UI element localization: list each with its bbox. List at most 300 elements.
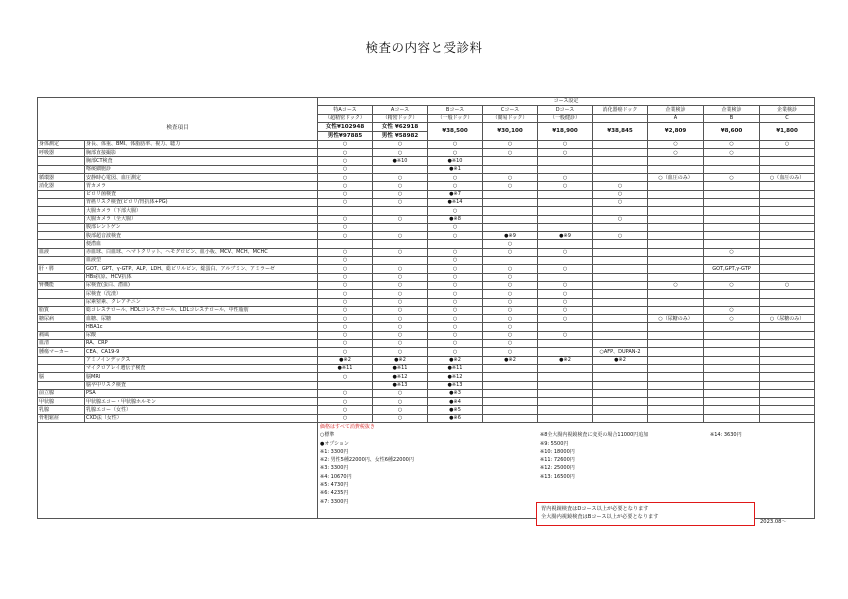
course-price-female: 女性¥102948 (318, 122, 373, 131)
row-item: 尿素窒素、クレアチニン (85, 298, 318, 306)
row-item: 赤血球、白血球、ヘマトクリット、ヘモグロビン、血小板、MCV、MCH、MCHC (85, 248, 318, 256)
row-value (704, 340, 760, 348)
row-value (648, 232, 704, 240)
row-value: ○ (318, 257, 373, 265)
row-value: ○ (373, 331, 428, 339)
row-item: 総コレステロール、HDLコレステロール、LDLコレステロール、中性脂肪 (85, 306, 318, 314)
row-value (483, 373, 538, 381)
table-row (38, 265, 815, 273)
row-value: ○ (483, 331, 538, 339)
row-value (760, 157, 815, 165)
row-value (704, 290, 760, 298)
row-value: ○ (428, 348, 483, 356)
row-value (704, 331, 760, 339)
course-price: ¥8,600 (704, 122, 760, 140)
row-value: ○ (373, 389, 428, 397)
row-value: ○ (318, 290, 373, 298)
row-value: GOT,GPT,γ-GTP (704, 265, 760, 273)
header-course-group: コース設定 (318, 98, 815, 106)
row-value (760, 223, 815, 231)
note-line: ※12: 25000円 (540, 465, 575, 472)
row-value (648, 389, 704, 397)
row-value (760, 348, 815, 356)
row-value (760, 364, 815, 372)
page-title: 検査の内容と受診料 (365, 40, 483, 55)
row-value: ○ (373, 273, 428, 281)
row-value (538, 257, 593, 265)
row-value (538, 157, 593, 165)
row-value: ○ (483, 149, 538, 157)
row-value (648, 381, 704, 389)
row-item: 乳腺エコー（女性） (85, 406, 318, 414)
row-value (648, 257, 704, 265)
row-value (760, 240, 815, 248)
row-value: ○ (373, 290, 428, 298)
row-item: 安静時心電図、血圧測定 (85, 174, 318, 182)
note-line: ※2: 男性5種22000円、女性6種22000円 (320, 457, 414, 464)
row-item: 脳卒中リスク検査 (85, 381, 318, 389)
note-line: ※4: 10670円 (320, 473, 352, 480)
row-value (373, 257, 428, 265)
table-row (38, 207, 815, 215)
notes-spacer (38, 422, 318, 518)
course-price-male: 男性¥97885 (318, 131, 373, 140)
notes-left-column (318, 423, 540, 506)
row-value: ○ (318, 157, 373, 165)
row-value: ●※3 (428, 389, 483, 397)
row-value: ○ (648, 281, 704, 289)
row-value: ○ (428, 232, 483, 240)
row-value: ●※11 (373, 364, 428, 372)
row-value: ○ (373, 414, 428, 422)
row-value (704, 323, 760, 331)
note-14: ※14: 3630円 (710, 432, 742, 439)
row-item: 大腸カメラ（下部大腸） (85, 207, 318, 215)
row-value: ○ (483, 315, 538, 323)
row-value: ○ (483, 323, 538, 331)
row-value: ●※10 (373, 157, 428, 165)
note-line: ※5: 4730円 (320, 482, 349, 489)
row-value (483, 157, 538, 165)
row-value: ○ (428, 273, 483, 281)
row-item: HBs抗原、HCV抗体 (85, 273, 318, 281)
revision-date: 2023.08〜 (760, 519, 787, 525)
row-value (648, 223, 704, 231)
row-value: ○ (593, 190, 648, 198)
course-price: ¥1,800 (760, 122, 815, 140)
row-category (38, 157, 85, 165)
row-value (760, 381, 815, 389)
row-value (593, 257, 648, 265)
row-category: 呼吸器 (38, 149, 85, 157)
row-value: ○ (373, 149, 428, 157)
row-value: ○ (318, 223, 373, 231)
row-value (760, 298, 815, 306)
row-value: ○ (373, 348, 428, 356)
course-subtitle: （超精密ドック） (318, 114, 373, 122)
row-value (760, 182, 815, 190)
row-value (760, 149, 815, 157)
table-row (38, 398, 815, 406)
row-value (760, 257, 815, 265)
row-value: ●※2 (538, 356, 593, 364)
row-value (648, 414, 704, 422)
row-value (760, 389, 815, 397)
row-value (760, 373, 815, 381)
table-row (38, 248, 815, 256)
row-value: ○ (373, 298, 428, 306)
row-value: ○ (318, 273, 373, 281)
course-name: Dコース (538, 106, 593, 114)
row-value (483, 198, 538, 206)
row-value: ○ (760, 281, 815, 289)
row-value (760, 215, 815, 223)
row-category: 前立腺 (38, 389, 85, 397)
row-value: ○ (428, 323, 483, 331)
row-value (648, 323, 704, 331)
row-item: 甲状腺エコー・甲状腺ホルモン (85, 398, 318, 406)
table-row (38, 348, 815, 356)
row-category (38, 364, 85, 372)
row-category: 消化器 (38, 182, 85, 190)
row-value (538, 406, 593, 414)
row-value (760, 165, 815, 173)
row-value: ○ (373, 190, 428, 198)
row-value: ●※10 (428, 157, 483, 165)
note-line: ※9: 5500円 (540, 440, 569, 447)
row-value: ●※1 (428, 165, 483, 173)
row-value (760, 248, 815, 256)
row-category (38, 165, 85, 173)
row-value (593, 240, 648, 248)
course-name: 企業検診 (704, 106, 760, 114)
row-value: ○ (704, 315, 760, 323)
row-value: ○ (373, 281, 428, 289)
row-item: RA、CRP (85, 340, 318, 348)
course-price-female: 女性 ¥62918 (373, 122, 428, 131)
row-category: 痛風 (38, 331, 85, 339)
row-value (593, 414, 648, 422)
row-value: ○ (318, 190, 373, 198)
table-row (38, 157, 815, 165)
row-value: ○ (483, 174, 538, 182)
course-price: ¥38,500 (428, 122, 483, 140)
row-value (538, 348, 593, 356)
row-value (318, 381, 373, 389)
row-category (38, 356, 85, 364)
row-item: ピロリ菌検査 (85, 190, 318, 198)
row-value: ○ (373, 140, 428, 148)
row-category (38, 257, 85, 265)
row-value: ●※8 (428, 215, 483, 223)
row-value: ○ (373, 406, 428, 414)
row-category: 乳腺 (38, 406, 85, 414)
row-value (648, 215, 704, 223)
row-value: ○ (428, 248, 483, 256)
row-value: ○ (483, 340, 538, 348)
row-value (648, 340, 704, 348)
row-value (704, 182, 760, 190)
exam-course-table (37, 97, 815, 519)
notes-right-column (708, 423, 814, 506)
row-value (593, 248, 648, 256)
row-value (648, 165, 704, 173)
row-value (760, 190, 815, 198)
row-value (483, 223, 538, 231)
row-value (648, 290, 704, 298)
row-value (593, 174, 648, 182)
table-row (38, 340, 815, 348)
row-value (593, 331, 648, 339)
row-item: CXD法（女性） (85, 414, 318, 422)
row-value: ○ (483, 265, 538, 273)
row-value: ○ (318, 389, 373, 397)
row-item: 腹部超音波検査 (85, 232, 318, 240)
row-value: ●※2 (373, 356, 428, 364)
notes-middle-column (540, 423, 708, 506)
row-value (593, 273, 648, 281)
row-value: ○ (704, 140, 760, 148)
row-category (38, 232, 85, 240)
row-category (38, 198, 85, 206)
row-value (373, 165, 428, 173)
row-category: 腫瘍マーカー (38, 348, 85, 356)
row-value (760, 356, 815, 364)
row-category (38, 273, 85, 281)
row-value (593, 298, 648, 306)
row-value (704, 198, 760, 206)
row-value: ○AFP、DUPAN-2 (593, 348, 648, 356)
row-value: ○ (593, 215, 648, 223)
row-value: ●※2 (318, 356, 373, 364)
table-row (38, 174, 815, 182)
row-value (593, 165, 648, 173)
row-value: ○ (373, 398, 428, 406)
row-value (538, 389, 593, 397)
row-value: ○ (318, 174, 373, 182)
row-value: ○ (428, 281, 483, 289)
row-value: ○（血圧のみ） (648, 174, 704, 182)
table-row (38, 298, 815, 306)
row-value: ○ (428, 306, 483, 314)
row-item: マイクロアレイ遺伝子検査 (85, 364, 318, 372)
row-value (483, 398, 538, 406)
row-value: ○ (538, 306, 593, 314)
row-value (760, 331, 815, 339)
row-value (373, 223, 428, 231)
row-value (538, 381, 593, 389)
row-item: 腹部レントゲン (85, 223, 318, 231)
course-price: ¥30,100 (483, 122, 538, 140)
row-value (648, 373, 704, 381)
row-value: ○ (704, 149, 760, 157)
row-value (760, 265, 815, 273)
header-item-label: 検査項目 (38, 98, 318, 141)
row-category (38, 240, 85, 248)
row-value (704, 381, 760, 389)
row-value: ○ (593, 198, 648, 206)
row-category: 血清 (38, 340, 85, 348)
row-value: ●※2 (428, 356, 483, 364)
table-row (38, 232, 815, 240)
row-item: 胃カメラ (85, 182, 318, 190)
row-category: 脂質 (38, 306, 85, 314)
row-value (704, 232, 760, 240)
row-value (648, 356, 704, 364)
row-value (483, 215, 538, 223)
row-value: ●※12 (428, 373, 483, 381)
row-value (593, 398, 648, 406)
row-value: ○ (318, 281, 373, 289)
row-value: ○ (538, 140, 593, 148)
endoscopy-requirement-notice (536, 502, 755, 526)
table-row (38, 257, 815, 265)
row-value: ○ (373, 198, 428, 206)
row-value: ●※14 (428, 198, 483, 206)
row-value (593, 364, 648, 372)
row-item: 便潜血 (85, 240, 318, 248)
row-item: 尿酸 (85, 331, 318, 339)
row-category (38, 190, 85, 198)
row-value: ○ (483, 281, 538, 289)
row-value (593, 207, 648, 215)
row-value: ○ (373, 340, 428, 348)
row-value (704, 414, 760, 422)
row-value: ○ (318, 140, 373, 148)
row-value (538, 223, 593, 231)
row-value (373, 207, 428, 215)
row-value (704, 257, 760, 265)
row-value (648, 398, 704, 406)
note-line: ※6: 4235円 (320, 490, 349, 497)
table-row (38, 414, 815, 422)
row-value: ○ (318, 406, 373, 414)
row-value: ○ (538, 315, 593, 323)
row-value: ○ (483, 348, 538, 356)
row-value: ○ (483, 306, 538, 314)
note-line: ※7: 3300円 (320, 498, 349, 505)
row-item: 尿検査（沈渣） (85, 290, 318, 298)
row-value: ○（尿糖のみ） (648, 315, 704, 323)
row-value (760, 406, 815, 414)
row-value: ○ (373, 323, 428, 331)
row-value: ○ (428, 140, 483, 148)
table-row (38, 323, 815, 331)
row-value (648, 331, 704, 339)
row-value (593, 406, 648, 414)
row-value (538, 215, 593, 223)
course-name: Aコース (373, 106, 428, 114)
row-value: ○ (483, 240, 538, 248)
row-value: ○ (483, 273, 538, 281)
row-value: ○ (538, 290, 593, 298)
note-line: ●オプション (320, 440, 349, 447)
row-value (648, 306, 704, 314)
row-item: 喀痰細胞診 (85, 165, 318, 173)
row-value (760, 273, 815, 281)
table-row (38, 290, 815, 298)
row-value (648, 248, 704, 256)
row-value (483, 207, 538, 215)
row-value (538, 240, 593, 248)
row-value (483, 414, 538, 422)
table-row (38, 215, 815, 223)
row-value: ○ (428, 315, 483, 323)
row-value (704, 389, 760, 397)
course-subtitle: （簡易ドック） (483, 114, 538, 122)
row-value (593, 323, 648, 331)
course-name: 企業検診 (648, 106, 704, 114)
row-value (648, 298, 704, 306)
row-value (760, 198, 815, 206)
row-value: ○ (704, 281, 760, 289)
row-value (593, 157, 648, 165)
table-row (38, 389, 815, 397)
row-value (648, 207, 704, 215)
row-value: ●※11 (318, 364, 373, 372)
row-value (760, 414, 815, 422)
row-value (704, 165, 760, 173)
row-value (648, 406, 704, 414)
row-value (704, 157, 760, 165)
row-category (38, 223, 85, 231)
row-value (593, 281, 648, 289)
row-item: 大腸カメラ（全大腸） (85, 215, 318, 223)
row-value (760, 232, 815, 240)
table-row (38, 306, 815, 314)
row-item: 尿検査(蛋白、潜血) (85, 281, 318, 289)
row-value: ○ (428, 265, 483, 273)
row-item: 脳MRI (85, 373, 318, 381)
course-subtitle: B (704, 114, 760, 122)
row-value (704, 348, 760, 356)
row-value: ○（尿糖のみ） (760, 315, 815, 323)
row-value (593, 315, 648, 323)
row-value: ○ (760, 140, 815, 148)
row-value: ○ (318, 348, 373, 356)
row-value: ○ (373, 182, 428, 190)
row-value: ○ (538, 149, 593, 157)
row-value (648, 348, 704, 356)
row-value: ○ (318, 414, 373, 422)
row-value (648, 364, 704, 372)
row-value: ○ (483, 140, 538, 148)
row-value: ○ (318, 315, 373, 323)
row-value: ○ (318, 198, 373, 206)
row-item: CEA、CA19-9 (85, 348, 318, 356)
row-value (760, 290, 815, 298)
row-value: ○ (538, 331, 593, 339)
row-value: ○ (593, 232, 648, 240)
table-row (38, 190, 815, 198)
row-value: ○ (318, 340, 373, 348)
row-value: ○ (318, 323, 373, 331)
row-value: ○ (428, 257, 483, 265)
note-line: ○標準 (320, 432, 335, 439)
row-value (538, 340, 593, 348)
row-category (38, 323, 85, 331)
table-row (38, 381, 815, 389)
row-value: ●※13 (373, 381, 428, 389)
row-value (593, 381, 648, 389)
row-value: ●※12 (373, 373, 428, 381)
row-value: ○ (538, 298, 593, 306)
row-value: ●※4 (428, 398, 483, 406)
row-value (593, 389, 648, 397)
row-category: 糖尿病 (38, 315, 85, 323)
row-value: ○ (318, 265, 373, 273)
row-value: ○ (704, 174, 760, 182)
